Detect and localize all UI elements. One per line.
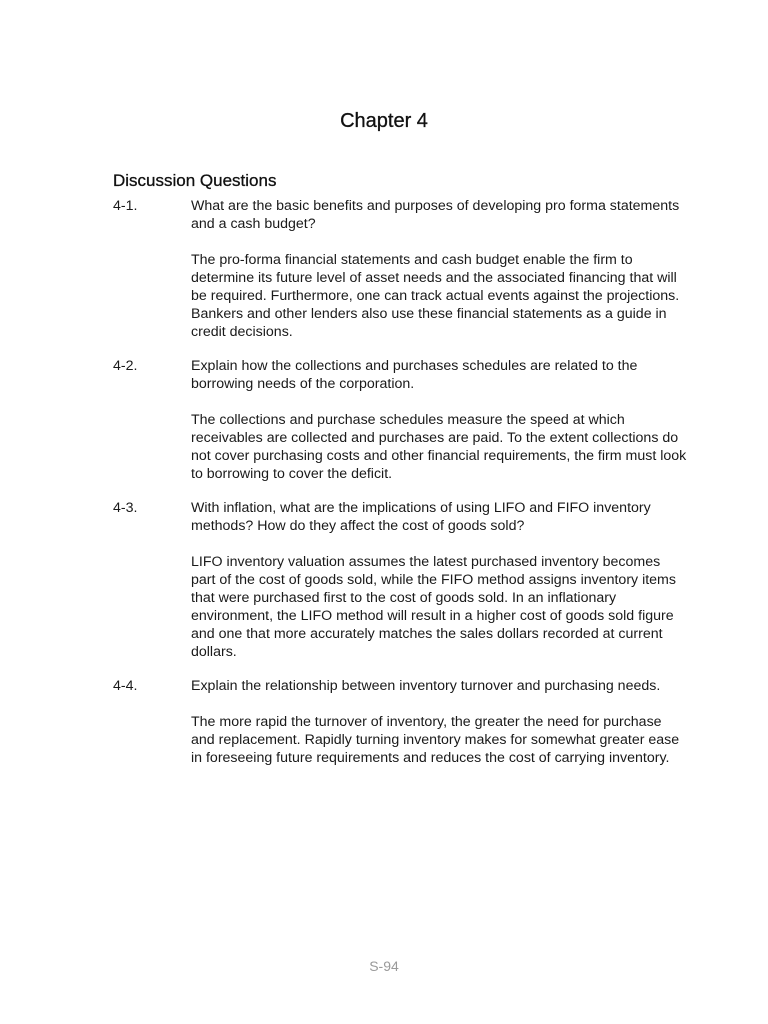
answer-text: The more rapid the turnover of inventory, the greater the need for purchase and replacement. Rapidly turning inventory makes for somewhat greater ease in foreseeing future requirements and reduces the cost of carrying inventory. — [191, 714, 680, 766]
question-body — [191, 499, 688, 661]
question-list — [113, 197, 688, 783]
question-item — [113, 499, 688, 661]
question-body — [191, 197, 688, 341]
question-text: What are the basic benefits and purposes of developing pro forma statements and a cash budget? — [191, 198, 680, 232]
question-number: 4-2. — [113, 358, 138, 374]
answer-text: LIFO inventory valuation assumes the latest purchased inventory becomes part of the cost of goods sold, while the FIFO method assigns inventory items that were purchased first to the cost of goods sold. In an inflationary environment, the LIFO method will result in a higher cost of goods sold figure and one that more accurately matches the sales dollars recorded at current dollars. — [191, 554, 676, 660]
question-number: 4-1. — [113, 198, 138, 214]
section-heading: Discussion Questions — [113, 171, 277, 190]
question-text: Explain the relationship between inventory turnover and purchasing needs. — [191, 678, 661, 694]
question-text: Explain how the collections and purchases schedules are related to the borrowing needs of the corporation. — [191, 358, 638, 392]
answer-text: The pro-forma financial statements and cash budget enable the firm to determine its future level of asset needs and the associated financing that will be required. Furthermore, one can track actual events against the projections. Bankers and other lenders also use these financial statements as a guide in credit decisions. — [191, 252, 680, 340]
question-item — [113, 357, 688, 483]
page-number: S-94 — [369, 958, 399, 974]
question-text: With inflation, what are the implications of using LIFO and FIFO inventory methods? How do they affect the cost of goods sold? — [191, 500, 651, 534]
question-item — [113, 197, 688, 341]
question-body — [191, 357, 688, 483]
question-item — [113, 677, 688, 767]
chapter-title: Chapter 4 — [340, 110, 428, 132]
question-body — [191, 677, 688, 767]
answer-text: The collections and purchase schedules measure the speed at which receivables are collected and purchases are paid. To the extent collections do not cover purchasing costs and other financial requirements, the firm must look to borrowing to cover the deficit. — [191, 412, 687, 482]
question-number: 4-3. — [113, 500, 138, 516]
question-number: 4-4. — [113, 678, 138, 694]
